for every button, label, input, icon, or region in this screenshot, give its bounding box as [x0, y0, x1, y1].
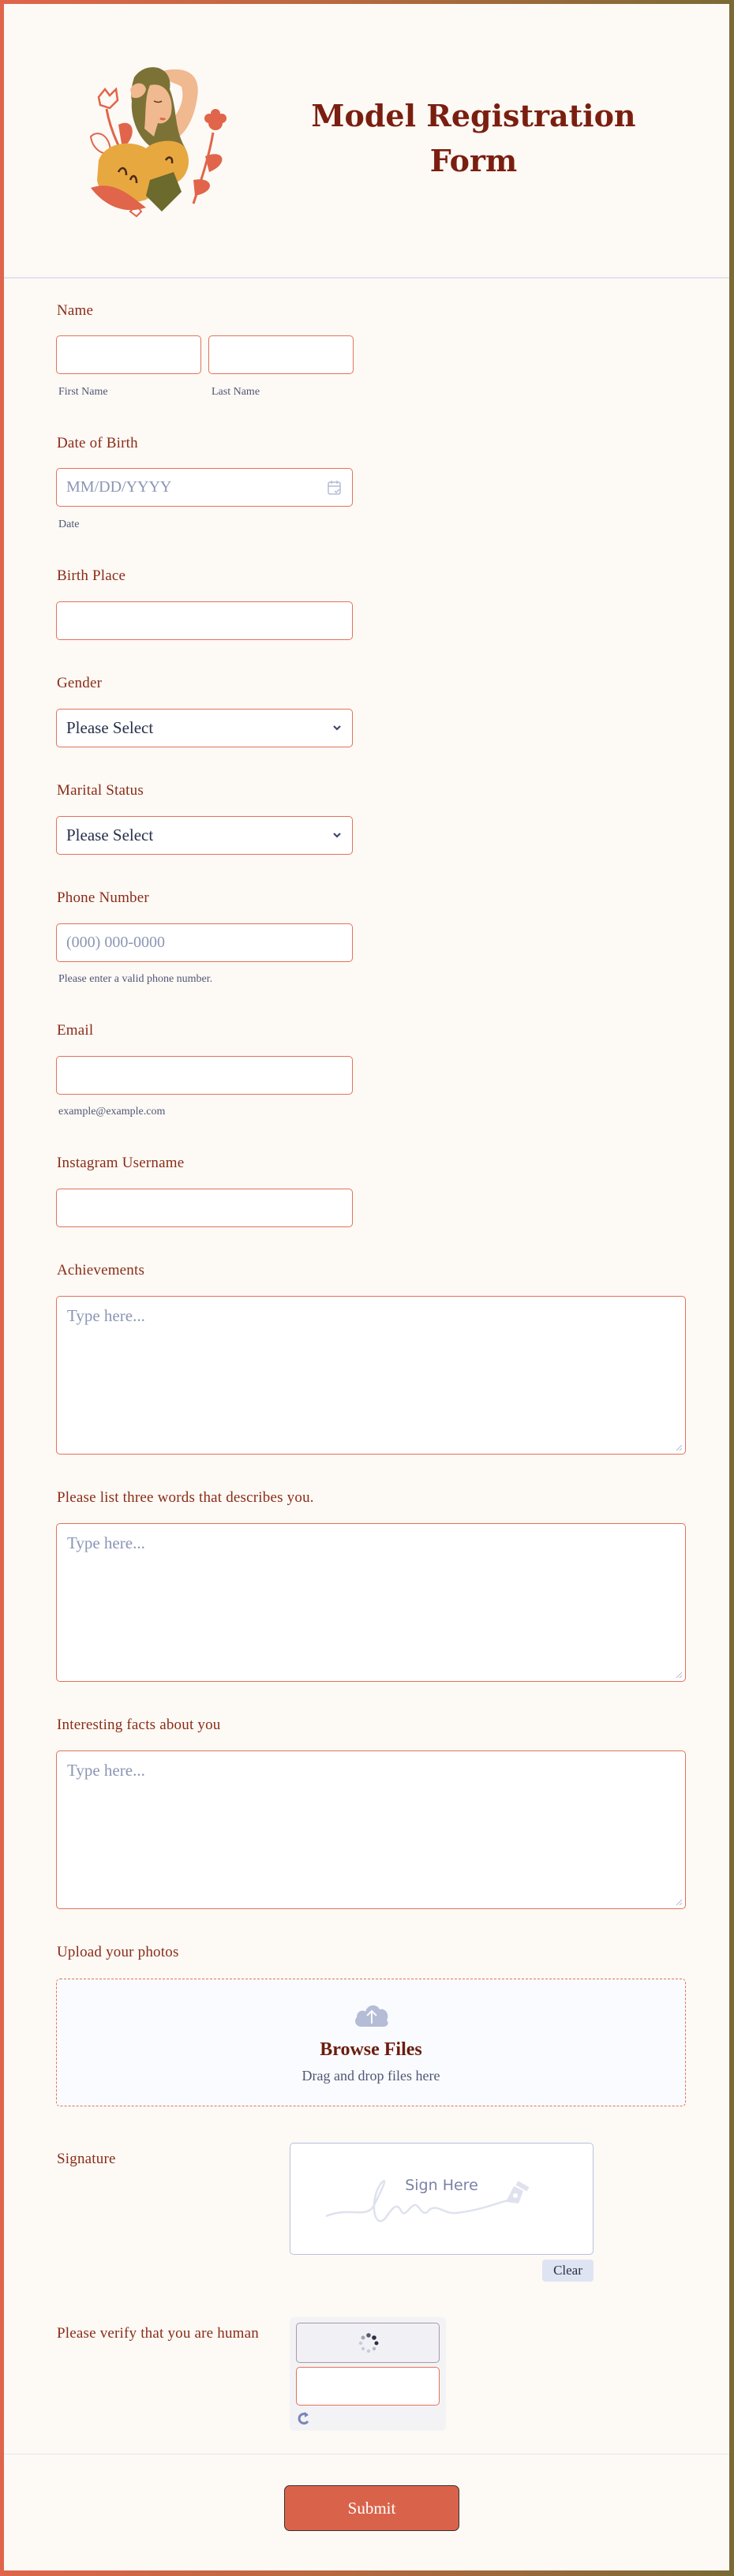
sign-here-placeholder: Sign Here — [405, 2177, 478, 2194]
dob-label: Date of Birth — [57, 435, 138, 451]
dob-input[interactable] — [56, 468, 353, 507]
instagram-input[interactable] — [56, 1189, 353, 1227]
gender-label: Gender — [57, 675, 103, 691]
gender-selected-value: Please Select — [66, 718, 154, 737]
frame-bottom-border — [0, 2570, 734, 2576]
email-sublabel: example@example.com — [58, 1106, 166, 1118]
facts-placeholder: Type here... — [67, 1761, 145, 1780]
achievements-textarea[interactable] — [56, 1296, 686, 1455]
upload-label: Upload your photos — [57, 1944, 179, 1960]
marital-status-select[interactable] — [56, 816, 353, 855]
calendar-icon[interactable] — [327, 479, 343, 496]
frame-left-border — [0, 0, 4, 2576]
drag-drop-hint: Drag and drop files here — [301, 2068, 440, 2084]
frame-top-border — [0, 0, 734, 4]
email-input[interactable] — [56, 1056, 353, 1095]
resize-handle-icon[interactable] — [675, 1671, 683, 1679]
captcha-label: Please verify that you are human — [57, 2325, 259, 2342]
first-name-sublabel: First Name — [58, 386, 108, 398]
dob-placeholder: MM/DD/YYYY — [66, 478, 172, 496]
marital-status-label: Marital Status — [57, 782, 144, 799]
facts-textarea[interactable] — [56, 1750, 686, 1909]
resize-handle-icon[interactable] — [675, 1443, 683, 1451]
achievements-placeholder: Type here... — [67, 1306, 145, 1325]
page-title: Model Registration Form — [311, 98, 636, 178]
clear-signature-button[interactable]: Clear — [542, 2260, 594, 2282]
three-words-textarea[interactable] — [56, 1523, 686, 1682]
submit-button[interactable]: Submit — [284, 2485, 459, 2531]
file-upload-dropzone[interactable] — [56, 1979, 686, 2106]
chevron-down-icon — [331, 722, 343, 733]
three-words-label: Please list three words that describes you. — [57, 1489, 314, 1506]
three-words-placeholder: Type here... — [67, 1533, 145, 1552]
frame-right-border — [729, 0, 734, 2576]
dob-sublabel: Date — [58, 519, 80, 530]
captcha-input[interactable] — [296, 2367, 440, 2406]
refresh-icon[interactable] — [297, 2410, 311, 2426]
signature-label: Signature — [57, 2151, 116, 2167]
cloud-upload-icon — [352, 2000, 391, 2028]
last-name-input[interactable] — [208, 335, 354, 374]
achievements-label: Achievements — [57, 1262, 145, 1279]
instagram-label: Instagram Username — [57, 1155, 185, 1171]
phone-sublabel: Please enter a valid phone number. — [58, 973, 213, 985]
resize-handle-icon[interactable] — [675, 1898, 683, 1906]
phone-label: Phone Number — [57, 889, 149, 906]
facts-label: Interesting facts about you — [57, 1717, 221, 1733]
phone-placeholder: (000) 000-0000 — [66, 934, 165, 951]
marital-status-selected-value: Please Select — [66, 826, 154, 844]
loading-spinner-icon — [357, 2331, 380, 2355]
first-name-input[interactable] — [56, 335, 201, 374]
signature-pad[interactable] — [290, 2143, 594, 2255]
email-label: Email — [57, 1022, 94, 1039]
gender-select[interactable] — [56, 709, 353, 747]
birth-place-input[interactable] — [56, 601, 353, 640]
header-divider — [4, 277, 729, 279]
phone-input[interactable] — [56, 923, 353, 962]
last-name-sublabel: Last Name — [212, 386, 260, 398]
browse-files-button[interactable]: Browse Files — [320, 2039, 422, 2060]
name-label: Name — [57, 302, 94, 319]
birth-place-label: Birth Place — [57, 567, 126, 584]
captcha-image — [296, 2323, 440, 2363]
captcha-widget — [290, 2317, 446, 2431]
header-logo-illustration — [75, 62, 233, 219]
chevron-down-icon — [331, 829, 343, 841]
